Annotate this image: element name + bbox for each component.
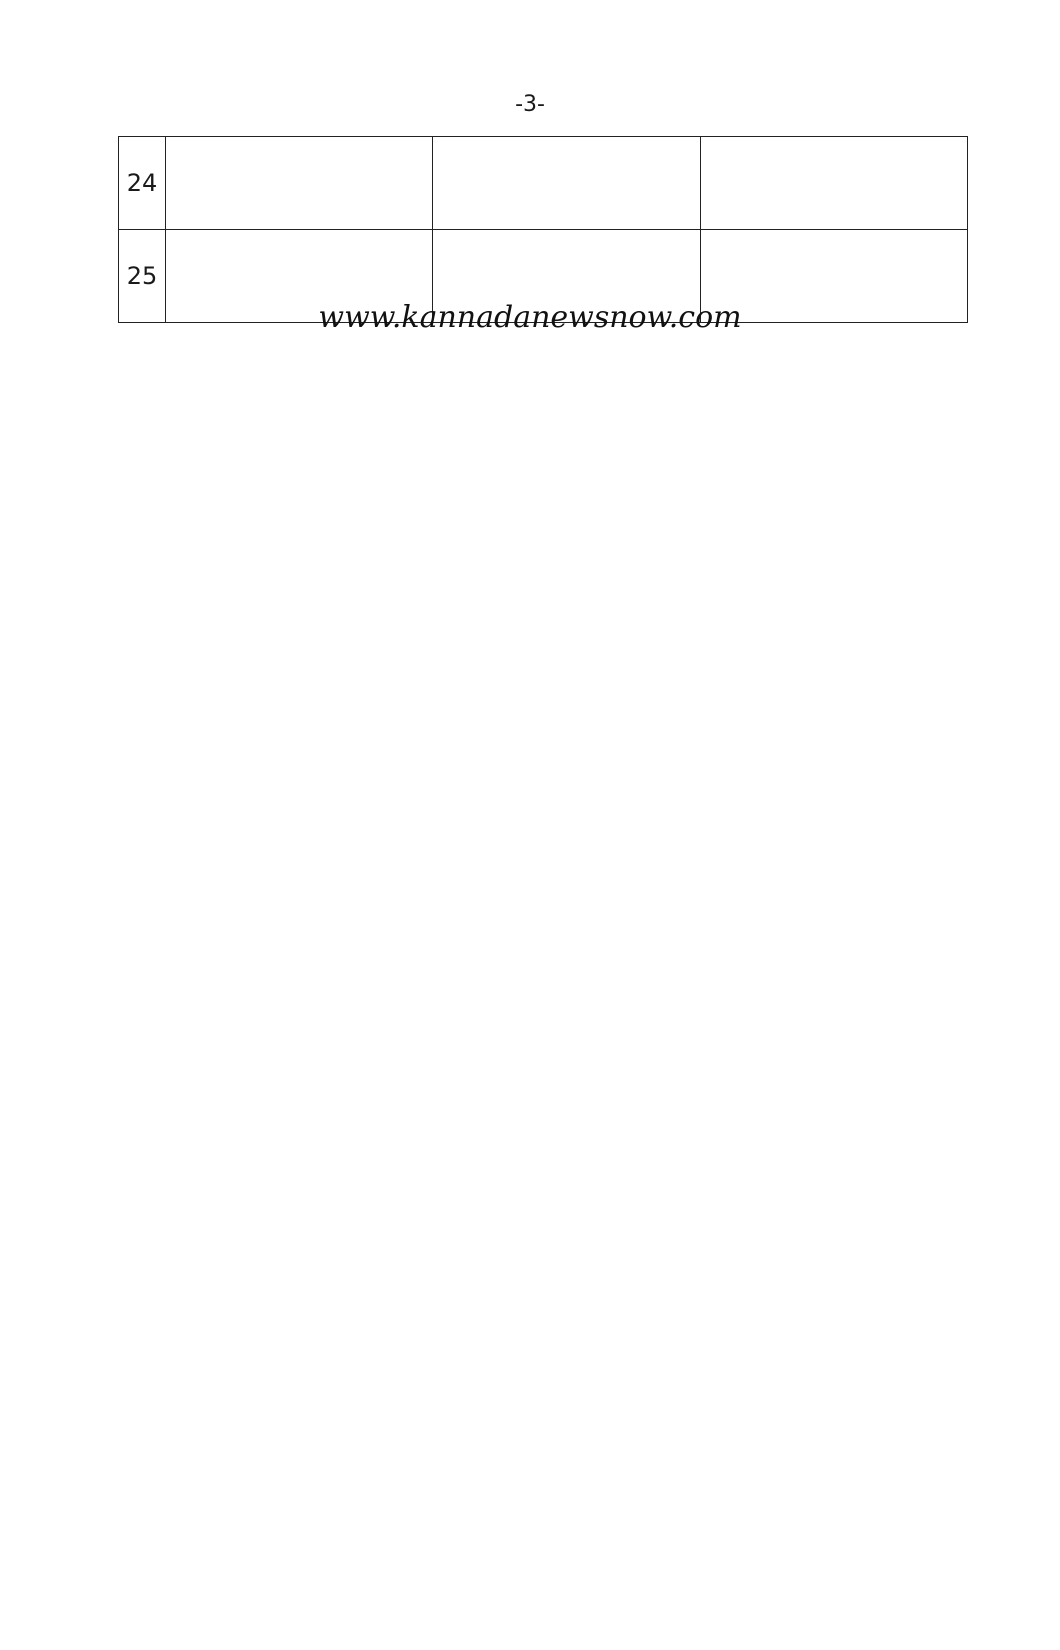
page-number: -3- (515, 92, 545, 117)
serial-number: 24 (119, 137, 166, 230)
appointments-table (118, 136, 968, 323)
watermark-url: www.kannadanewsnow.com (318, 300, 742, 335)
serial-number: 25 (119, 230, 166, 323)
table-row (119, 137, 968, 230)
